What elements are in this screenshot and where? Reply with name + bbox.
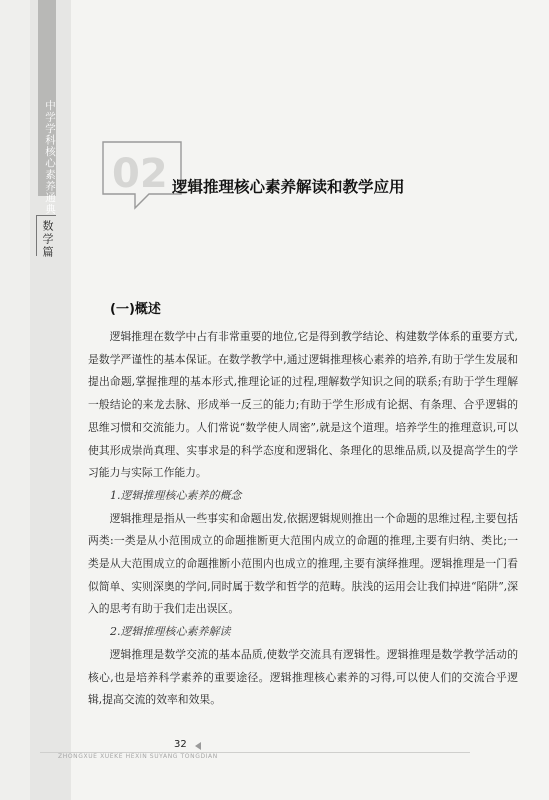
- chapter-title: 逻辑推理核心素养解读和教学应用: [172, 178, 405, 196]
- side-band: [0, 0, 71, 800]
- subject-label: 数学篇: [41, 220, 54, 259]
- intro-paragraph: 逻辑推理在数学中占有非常重要的地位,它是得到教学结论、构建数学体系的重要方式,是数学严谨性的基本保证。在数学教学中,通过逻辑推理核心素养的培养,有助于学生发展和提出命题,掌握推理的基本形式,推理论证的过程,理解数学知识之间的联系;有助于学生理解一般结论的来龙去脉、形成举一反三的能力;有助于学生形成有论据、有条理、合乎逻辑的思维习惯和交流能力。人们常说“数学使人周密”,就是这个道理。培养学生的推理意识,可以使其形成崇尚真理、实事求是的科学态度和逻辑化、条理化的思维品质,以及提高学生的学习能力与实际工作能力。: [88, 330, 518, 480]
- section-heading: (一)概述: [110, 302, 161, 317]
- page-number: 32: [174, 739, 187, 750]
- subsection-heading-interpretation: 2.逻辑推理核心素养解读: [110, 625, 231, 639]
- side-vertical-rule: [36, 216, 37, 256]
- chapter-number: 02: [112, 151, 168, 197]
- running-footer: ZHONGXUE XUEKE HEXIN SUYANG TONGDIAN: [58, 753, 218, 760]
- subsection-heading-concept: 1.逻辑推理核心素养的概念: [110, 488, 242, 502]
- concept-paragraph: 逻辑推理是指从一些事实和命题出发,依据逻辑规则推出一个命题的思维过程,主要包括两类:一类是从小范围成立的命题推断更大范围内成立的命题的推理,主要有归纳、类比;一类是从大范围成立的命题推断小范围内也成立的推理,主要有演绎推理。逻辑推理是一门看似简单、实则深奥的学问,同时属于数学和哲学的范畴。肤浅的运用会让我们掉进“陷阱”,深入的思考有助于我们走出误区。: [88, 511, 518, 616]
- arrow-left-icon: [195, 742, 201, 750]
- side-divider: [36, 215, 56, 216]
- main-content: [88, 300, 518, 712]
- series-title: 中学学科核心素养通典: [44, 100, 56, 215]
- interpretation-paragraph: 逻辑推理是数学交流的基本品质,使数学交流具有逻辑性。逻辑推理是数学教学活动的核心,也是培养科学素养的重要途径。逻辑推理核心素养的习得,可以使人们的交流合乎逻辑,提高交流的效率和效果。: [88, 647, 518, 707]
